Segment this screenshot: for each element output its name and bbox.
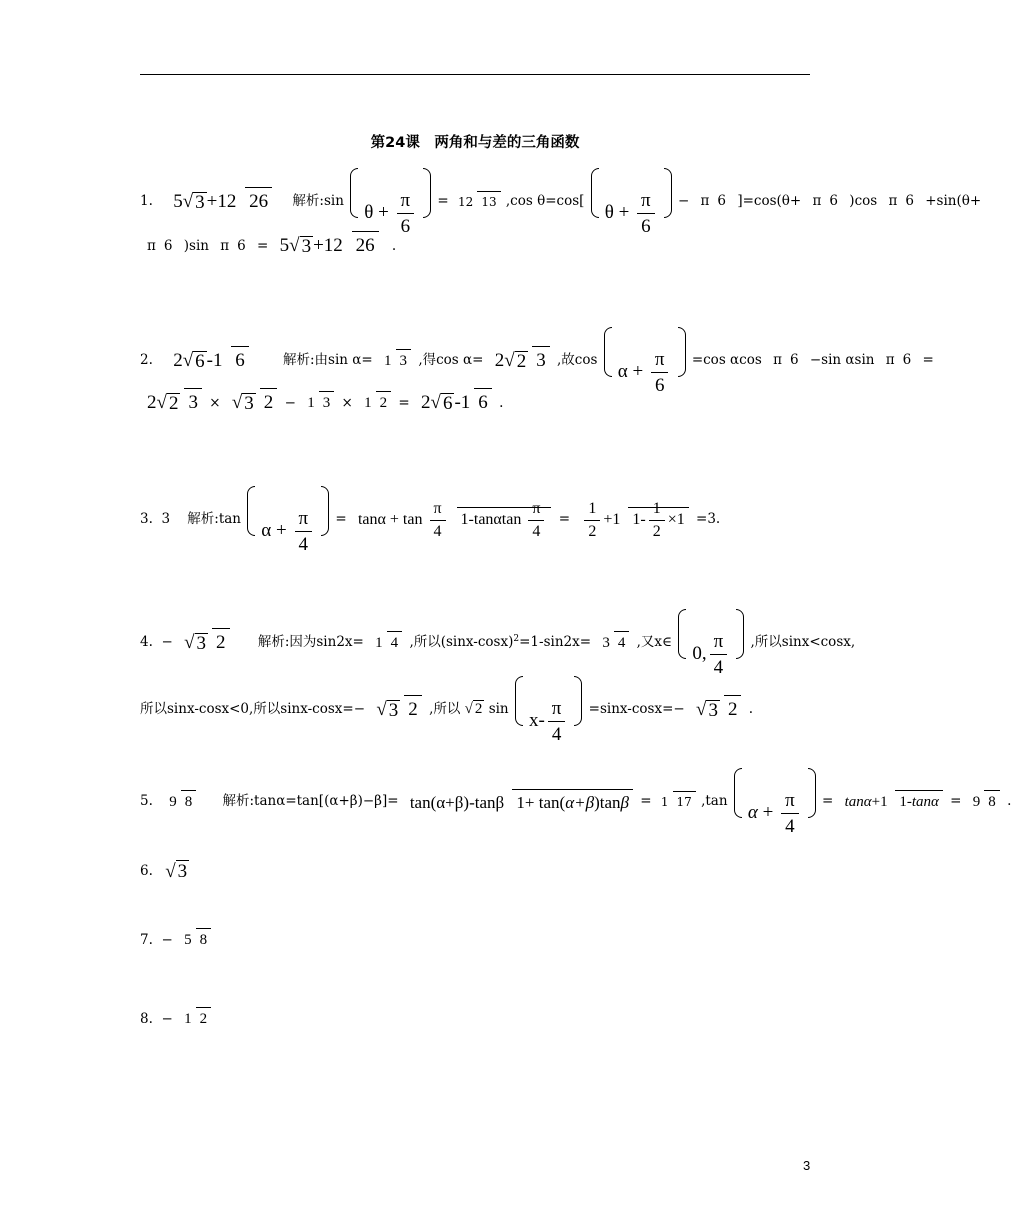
item-number-7: 7.	[140, 931, 153, 948]
answer-3-line: 3. 3 解析:tan α + $\frac{\pi}{4}$ = tanα + tan $\frac{\pi}{4}$ 1-tanαtan $\frac{\pi}{4}$ = $\frac{1}{2}$ +1 1- $\frac{1}{2}$ ×1 =3.	[140, 486, 720, 554]
answer-8-fraction: 1 2	[180, 1012, 211, 1027]
item-number-4: 4.	[140, 634, 153, 651]
answer-1-line-1: 1. 5 √ 3 +12 26 解析:sin θ + $\frac{\pi}{6}$ = 12 13 ,cos θ=cos[ θ + $\frac{\pi}{6}$ − π 6 ]=cos(θ+ π 6 )cos π 6 +sin(θ+	[140, 168, 981, 236]
answer-4-line-2: 所以sinx-cosx<0,所以sinx-cosx=− √ 3 2 ,所以 √ 2 sin x- $\frac{\pi}{4}$ =sinx-cosx=− √ 3 2 .	[140, 676, 753, 744]
answer-1-line-2: π 6 )sin π 6 = 5 √ 3 +12 26 .	[140, 236, 396, 257]
fraction-12-13: 12 13	[454, 196, 501, 208]
pi-over-6: π 6	[700, 193, 727, 210]
answer-2-result: 2 √ 6 -1 6	[417, 393, 492, 414]
answer-7-line: 7. − 5 8	[140, 933, 214, 948]
item-number-1: 1.	[140, 193, 153, 210]
answer-7-fraction: 5 8	[180, 933, 211, 948]
item-number-3: 3.	[140, 511, 153, 528]
answer-8-line: 8. − 1 2	[140, 1012, 214, 1027]
answer-2-line-1: 2. 2 √ 6 -1 6 解析:由sin α= 1 3 ,得cos α= 2 √ 2 3 ,故cos α + $\frac{\pi}{6}$ =cos αcos π 6 −sin αsin π 6 =	[140, 327, 934, 395]
answer-4-line-1: 4. − √ 3 2 解析:因为sin2x= 1 4 ,所以$(\sin x-\cos x)^2=1-\sin 2x= 3$ 4 ,又x∈ 0, $\frac{\pi}{4}$ ,所以sinx<cosx,	[140, 609, 855, 677]
answer-6-line	[140, 862, 189, 882]
answer-2-line-2: 2 √ 2 3 × √ 3 2 − 1 3 × 1 2 = 2 √ 6 -1 6 .	[140, 393, 503, 414]
answer-4-fraction: √ 3 2	[180, 633, 229, 654]
answer-6-value: √ 3	[165, 861, 188, 882]
item-number-8: 8.	[140, 1010, 153, 1027]
answer-5-line: 5. 9 8 解析:tanα=tan[(α+β)−β]= tan(α+β)-tanβ 1+ tan(α+β)tanβ = 1 17 ,tan α + $\frac{\pi}{4}$ = tanα+1 1-tanα = 9 8 .	[140, 768, 1011, 836]
item-number-6: 6.	[140, 863, 153, 880]
paren-theta-pi6: θ + $\frac{\pi}{6}$	[350, 168, 431, 236]
page-number: 3	[803, 1158, 811, 1173]
answer-1-result: 5 √ 3 +12 26	[276, 236, 379, 257]
page-title: 第24课 两角和与差的三角函数	[370, 135, 580, 151]
answer-5-fraction: 9 8	[165, 795, 196, 810]
solution-1-label: 解析:	[292, 193, 324, 210]
paren-theta-pi6-b: θ + $\frac{\pi}{6}$	[591, 168, 672, 236]
item-number-2: 2.	[140, 352, 153, 369]
header-rule	[140, 74, 810, 75]
answer-1-fraction: 5 √ 3 +12 26	[169, 192, 272, 213]
item-number-5: 5.	[140, 793, 153, 810]
answer-3-value: 3	[161, 511, 171, 528]
answer-2-fraction: 2 √ 6 -1 6	[169, 351, 249, 372]
